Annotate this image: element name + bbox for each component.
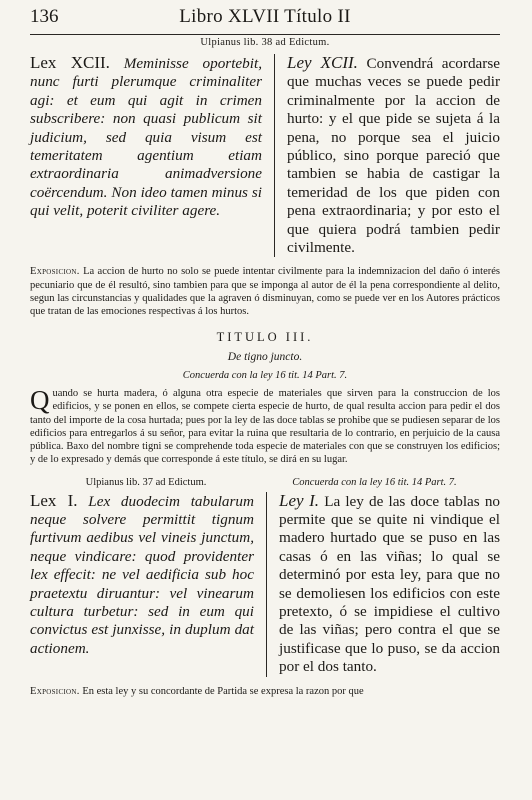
source-citation-right: Concuerda con la ley 16 tit. 14 Part. 7. bbox=[292, 476, 457, 488]
spanish-column bbox=[275, 54, 500, 257]
latin-paragraph bbox=[30, 54, 262, 221]
spanish-column-2 bbox=[267, 492, 500, 677]
titulo-subtitle: De tigno juncto. bbox=[227, 351, 303, 364]
latin-law-number: Lex XCII. bbox=[30, 53, 110, 72]
exposicion-label: Exposicion. bbox=[30, 266, 80, 278]
titulo-intro bbox=[30, 387, 500, 466]
source-citation-left: Ulpianus lib. 37 ad Edictum. bbox=[85, 476, 207, 488]
latin-law-number-2: Lex I. bbox=[30, 490, 78, 510]
exposicion-label-2: Exposicion. bbox=[30, 685, 80, 697]
spanish-paragraph-2 bbox=[279, 492, 500, 677]
law-92-columns bbox=[30, 54, 500, 257]
page bbox=[30, 6, 500, 698]
spanish-law-number-2: Ley I. bbox=[279, 490, 320, 510]
latin-paragraph-2 bbox=[30, 492, 254, 659]
titulo-heading: TITULO III. bbox=[216, 330, 314, 345]
latin-column-2 bbox=[30, 492, 267, 677]
latin-column bbox=[30, 54, 275, 257]
running-head bbox=[30, 6, 500, 32]
concuerda-line: Concuerda con la ley 16 tit. 14 Part. 7. bbox=[182, 370, 348, 382]
header-rule bbox=[30, 34, 500, 35]
law-1-columns bbox=[30, 492, 500, 677]
exposicion-paragraph bbox=[30, 265, 500, 318]
spanish-text: Convendrá acordarse que muchas veces se puede pedir criminalmente por la accion de hurto: y el que pide se sujeta á la pena, no porque sea el juicio público, sino porque pareció que tambien se habia de castigar la temeridad de los que piden con pena extraordinaria; y por esto el que quiera podrá tambien pedir civilmente. bbox=[287, 55, 500, 257]
column-heads bbox=[30, 477, 500, 488]
spanish-text-2: La ley de las doce tablas no permite que se quite ni vindique el madero hurtado que se puso en las casas ó en las viñas; lo qual se determinó por esta ley, para que no se demoliesen los edificios con este pretexto, ó se impidiese el cultivo de las viñas; pero contra el que se justificase que lo puso, se da accion por el dos tanto. bbox=[279, 492, 501, 676]
latin-text: Meminisse oportebit, nunc furti plerumque criminaliter agi: et eum qui agit in crimen subscribere: non quasi publicum sit judicium, sed quia visum est temeritatem agentium etiam extraordinaria animadversione coërcendum. Non ideo tamen minus si qui velit, poterit civiliter agere. bbox=[30, 55, 262, 220]
exposicion-paragraph-2 bbox=[30, 685, 500, 698]
spanish-law-number: Ley XCII. bbox=[287, 53, 358, 72]
source-citation: Ulpianus lib. 38 ad Edictum. bbox=[200, 37, 330, 48]
exposicion-text: La accion de hurto no solo se puede intentar civilmente para la indemnizacion del daño ó interés pecuniario que de él resultó, sino tambien para que se imponga al autor de él la pena correspondiente al delito, segun las circunstancias y qualidades que la agraven ó disminuyan, como se puede ver en los Autores prácticos que tratan de las emociones respectivas á los hurtos. bbox=[30, 266, 500, 318]
exposicion-text-2: En esta ley y su concordante de Partida se expresa la razon por que bbox=[82, 685, 364, 697]
page-number: 136 bbox=[30, 6, 59, 27]
latin-text-2: Lex duodecim tabularum neque solvere permittit tignum furtivum aedibus vel vineis junctum, neque vindicare: quod providenter lex effecit: ne vel aedificia sub hoc praetextu diruantur: vel vinearum cultura turbetur: sed in eum qui convictus est junxisse, in duplum dat actionem. bbox=[30, 492, 254, 657]
drop-cap: Q bbox=[30, 385, 50, 416]
intro-text: uando se hurta madera, ó alguna otra especie de materiales que sirven para la construccion de los edificios, y se ponen en ellos, se compete cierta especie de hurto, de qual resulta accion para pedir el dos tanto del importe de la cosa hurtada; pues por la ley de las doce tablas se prohibe que se pudiesen separar de los edificios para entregarlos á su señor, para evitar la ruina que resultaria de lo contrario, en perjuicio de la causa pública. Baxo del nombre tigni se comprehende toda especie de materiales con que se construyen los edificios; y de lo expresado y demás que corresponde á este título, se dirá en su lugar. bbox=[30, 388, 500, 466]
spanish-paragraph bbox=[287, 54, 500, 257]
running-title: Libro XLVII Título II bbox=[179, 6, 351, 27]
